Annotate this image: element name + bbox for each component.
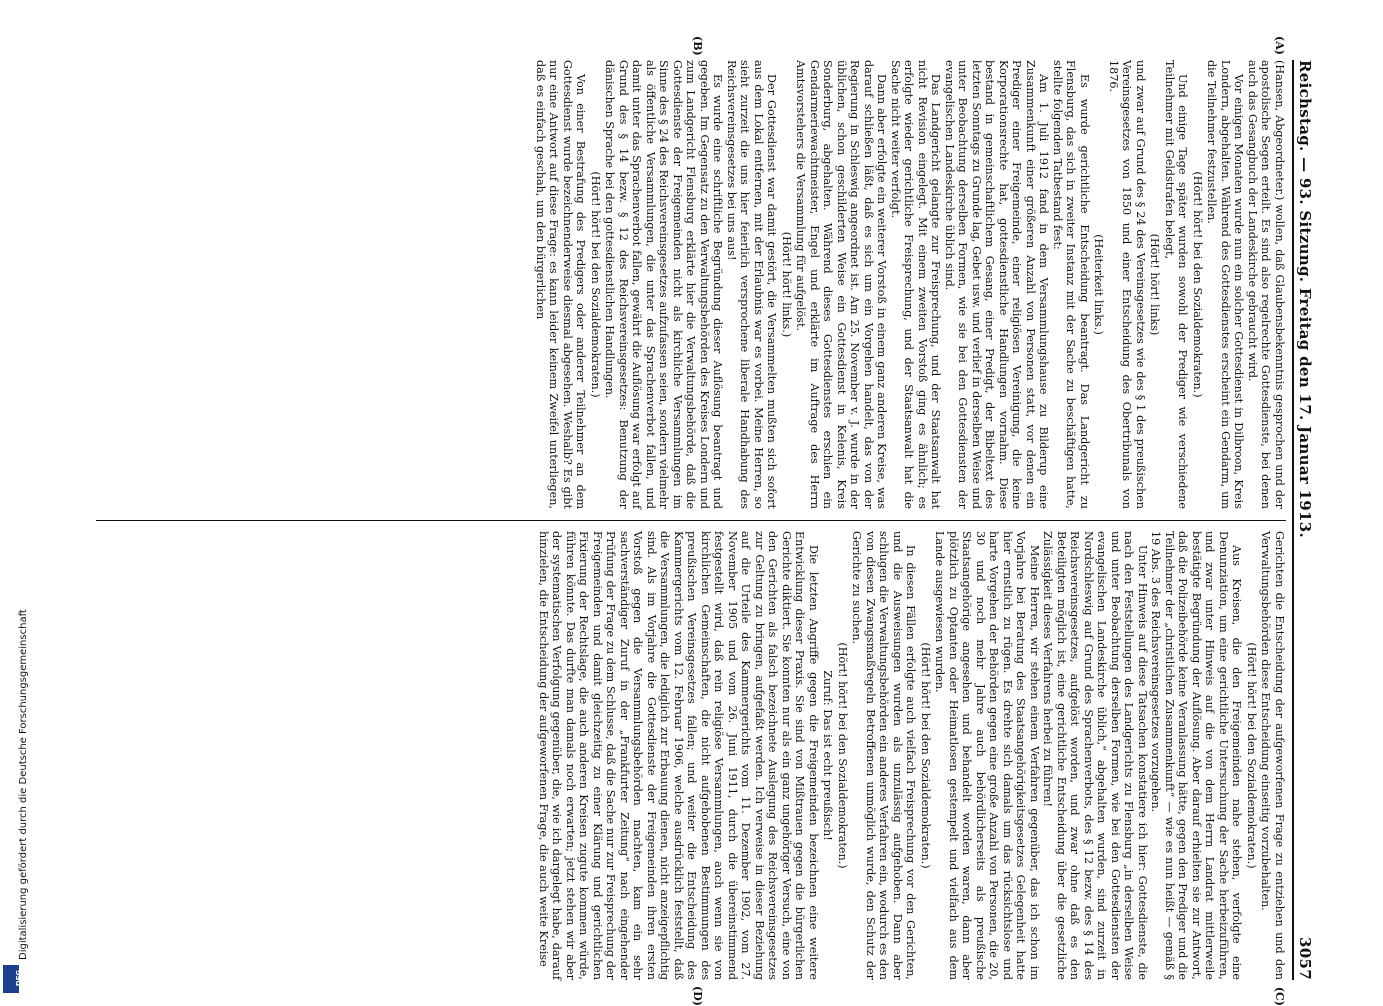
paragraph: Unter Hinweis auf diese Tatsachen konstatiere ich hier: Gottesdienste, die nach den Feststellungen des Landgerichts zu Flensburg „in derselben Weise und unter Beobachtung derselben Formen, wie bei den Gottesdiensten der evangelischen Landeskirche üblich,“ abgehalten wurden, sind zurzeit in Nordschleswig auf Grund des Sprachenverbots, des § 12 bezw. des § 14 des Reichsvereinsgesetzes, aufgelöst worden, und zwar ohne daß es den Beteiligten möglich ist, eine gerichtliche Entscheidung über die gesetzliche Zulässigkeit dieses Verfahrens herbei zu führen! [1041,531,1149,980]
page-header-title: Reichstag. — 93. Sitzung. Freitag den 17. Januar 1913. [1296,60,1314,539]
interjection: (Hört! hört! links) [1148,233,1162,336]
dfg-logo-text: DFG [15,969,23,987]
digitization-attribution [2,608,29,960]
paragraph: Und einige Tage später wurden sowohl der Prediger wie verschiedene Teilnehmer mit Geldstrafen belegt, [1163,60,1190,509]
margin-marker-d: (D) [691,986,704,1006]
paragraph: Aus Kreisen, die den Freigemeinden nahe stehen, verfolgte eine Denunziation, um eine gerichtliche Untersuchung der Sache herbeizuführen, und zwar unter Hinweis auf die von dem Herrn Landrat mittlerweile bestätigte Begründung der Auflösung. Aber darauf erhielten sie zur Antwort, daß die Polizeibehörde keine Veranlassung hätte, gegen den Prediger und die Teilnehmer der „christlichen Zusammenkunft“ — wie es nun heißt — gemäß § 19 Abs. 3 des Reichsvereinsgesetzes vorzugehen. [1149,531,1244,980]
attribution-text: Digitalisierung gefördert durch die Deutsche Forschungsgemeinschaft [18,609,29,960]
interjection: (Hört! hört! bei den Sozialdemokraten.) [1191,171,1204,398]
paragraph: Dann aber erfolgte ein weiterer Vorstoß in einem ganz anderen Kreise, was darauf schließen läßt, daß es sich um ein Vorgehen handelt, das von der Regierung in Schleswig angeordnet ist. Am 25. November v. J. wurde in der üblichen, schon geschilderten Weise ein Gottesdienst in Kelenis, Kreis Sonderburg, abgehalten. Während dieses Gottesdienstes erschien ein Gendarmeriewachtmeister, Engel und erklärte im Auftrage des Herrn Amtsvorstehers die Versammlung für aufgelöst. [794,60,889,509]
paragraph: (Hansen, Abgeordneter.) wollen, daß Glaubensbekenntnis gesprochen und der apostolische Segen erteilt. Es sind also regelrechte Gottesdienste, bei denen auch das Gesangbuch der Landeskirche gebraucht wird. [1246,60,1286,509]
interjection: (Hört! hört! bei den Sozialdemokraten.) [1245,642,1258,869]
column-divider [96,520,1286,521]
rotated-page [50,36,1320,1006]
margin-marker-a: (A) [1273,36,1286,55]
paragraph: Der Gottesdienst war damit gestört, die Versammelten mußten sich sofort aus dem Lokal entfernen, mit der Erlaubnis war es vorbei. Meine Herren, so sieht zurzeit die uns hier feierlich versprochene liberale Handhabung des Reichsvereinsgesetzes bei uns aus! [725,60,779,509]
dfg-logo [3,965,23,993]
interjection: (Heiterkeit links.) [1092,234,1106,335]
text-columns [534,36,1287,1006]
paragraph: Es wurde eine schriftliche Begründung dieser Auflösung beantragt und gegeben. Im Gegensatz zu den Verwaltungsbehörden des Kreises Londern und zum Landgericht Flensburg erklärte hier die Verwaltungsbehörde, daß die Gottesdienste der Freigemeinden nicht als kirchliche Versammlungen im Sinne des § 24 des Reichsvereinsgesetzes aufzufassen seien, sondern vielmehr als öffentliche Versammlungen, die unter das Sprachenverbot fallen, und damit unter das Sprachenverbot fallen, gewährt die Auflösung war erfolgt auf Grund des § 14 bezw. § 12 des Reichsvereinsgesetzes: Benutzung der dänischen Sprache bei den gottesdienstlichen Handlungen. [603,60,725,509]
paragraph: Die letzten Angriffe gegen die Freigemeinden bezeichnen eine weitere Entwicklung dieser Praxis. Sie sind von Mißtrauen gegen die bürgerlichen Gerichte diktiert. Sie konnten nur als ein ganz ungehöriger Versuch, eine von den Gerichten als falsch bezeichnete Auslegung des Reichsvereinsgesetzes zur Geltung zu bringen, aufgefaßt werden. Ich verweise in dieser Beziehung auf die Urteile des Kammergerichts vom 11. Dezember 1902, vom 27. November 1905 und vom 26. Juni 1911, durch die übereinstimmend festgestellt wird, daß rein religiöse Versammlungen, auch wenn sie von kirchlichen Gemeinschaften, die nicht aufgehobenen Bestimmungen des preußischen Vereinsgesetzes fallen; und weiter die Entscheidung des Kammergerichts vom 12. Februar 1906, welche ausdrücklich feststellt, daß die Versammlungen, die lediglich zur Erbauung dienen, nicht anzeigepflichtig sind. Als im Vorjahre die Gottesdienste der Freigemeinden ihren ersten Vorstoß gegen die Versammlungsbehörden machten, kam ein sehr sachverständiger Zuruf in der „Frankfurter Zeitung“ nach eingehender Prüfung der Frage zu dem Schlusse, daß die Sache nur zur Freisprechung der Freigemeinden und damit gleichzeitig zu einer Klärung und gerichtlichen Fixierung der Rechtslage, die auch anderen Kreisen zugute kommen würde, führen könnte. Das durfte man damals noch erwarten; jetzt stehen wir aber der systematischen Verfolgung gegenüber, die, wie ich dargelegt habe, darauf hinzielen, die Entscheidung der aufgeworfenen Frage, die auch weite Kreise [537,531,820,980]
paragraph: und zwar auf Grund des § 24 des Vereinsgesetzes wie des § 1 des preußischen Vereinsgesetzes von 1850 und einer Entscheidung des Obertribunals von 1876. [1107,60,1147,509]
running-head [1292,60,1314,980]
left-margin-strip [0,0,29,1000]
paragraph: Das Landgericht gelangte zur Freisprechung, und der Staatsanwalt hat nicht Revision eingelegt. Mit einem zweiten Vorstoß ging es ähnlich; es erfolgte wieder gerichtliche Freisprechung, und der Staatsanwalt hat die Sache nicht weiter verfolgt. [889,60,943,509]
margin-marker-c: (C) [1273,986,1286,1006]
paragraph: Meine Herren, wir stehen einem Verfahren gegenüber, das ich schon im Vorjahre bei Beratung des Staatsangehörigkeitsgesetzes Gelegenheit hatte hier ernstlich zu rügen. Es drehte sich damals um das rücksichtslose und harte Vorgehen der Behörden gegen eine große Anzahl von Personen, die 20, 30 und noch mehr Jahre auch behördlicherseits als preußische Staatsangehörige angesehen und behandelt worden waren, dann aber plötzlich zu Optanten oder Heimatlosen gestempelt und vielfach aus dem Lande ausgewiesen wurden. [933,531,1041,980]
paragraph: Am 1. Juli 1912 fand in dem Versammlungshause zu Bilderup eine Zusammenkunft einer größeren Anzahl von Personen statt, vor denen ein Prediger einer Freigemeinde, einer religiösen Vereinigung, die keine Korporationsrechte hat, gottesdienstliche Handlungen vornahm. Diese bestand in gemeinschaftlichem Gesang, einer Predigt, der Bibeltext des letzten Sonntags zu Grunde lag, Gebet usw. und verlief in derselben Weise und unter Beobachtung derselben Formen, wie sie bei den Gottesdiensten der evangelischen Landeskirche üblich sind. [943,60,1051,509]
left-column [534,36,1287,509]
right-column [534,531,1287,1006]
paragraph: Es wurde gerichtliche Entscheidung beantragt. Das Landgericht zu Flensburg, das sich in zweiter Instanz mit der Sache zu beschäftigen hatte, stellte folgenden Tatbestand fest: [1051,60,1091,509]
interjection: Zuruf: Das ist echt preußisch! [821,670,835,841]
scanned-page [50,36,1320,1006]
interjection: (Hört! hört! bei den Sozialdemokraten.) [919,642,932,869]
margin-marker-b: (B) [691,36,704,56]
paragraph: In diesen Fällen erfolgte auch vielfach Freisprechung vor den Gerichten, und die Ausweisungen wurden als unzulässig aufgehoben. Dann aber schlugen die Verwaltungsbehörden ein anderes Verfahren ein, wodurch es den von diesen Zwangsmaßregeln Betroffenen unmöglich wurde, den Schutz der Gerichte zu suchen. [850,531,918,980]
paragraph: Vor einigen Monaten wurde nun ein solcher Gottesdienst in Dilbroon, Kreis Londern, abgehalten. Während des Gottesdienstes erscheint ein Gendarm, um die Teilnehmer festzustellen. [1205,60,1246,509]
interjection: (Hört! hört! links.) [780,231,793,338]
paragraph: Gerichten die Entscheidung der aufgeworfenen Frage zu entziehen und den Verwaltungsbehörden diese Entscheidung einseitig vorzubehalten. [1259,531,1286,980]
interjection: (Hört! hört! bei den Sozialdemokraten.) [589,171,602,398]
page-number: 3057 [1296,937,1314,980]
interjection: (Hört! hört! bei den Sozialdemokraten.) [836,642,849,869]
paragraph: Von einer Bestrafung des Predigers oder anderer Teilnehmer an dem Gottesdienst wurde bezeichnenderweise diesmal abgesehen. Weshalb? Es gibt nur eine Antwort auf diese Frage: es kann leider keinem Zweifel unterliegen, daß es einfach geschah, um den bürgerlichen [534,60,588,509]
